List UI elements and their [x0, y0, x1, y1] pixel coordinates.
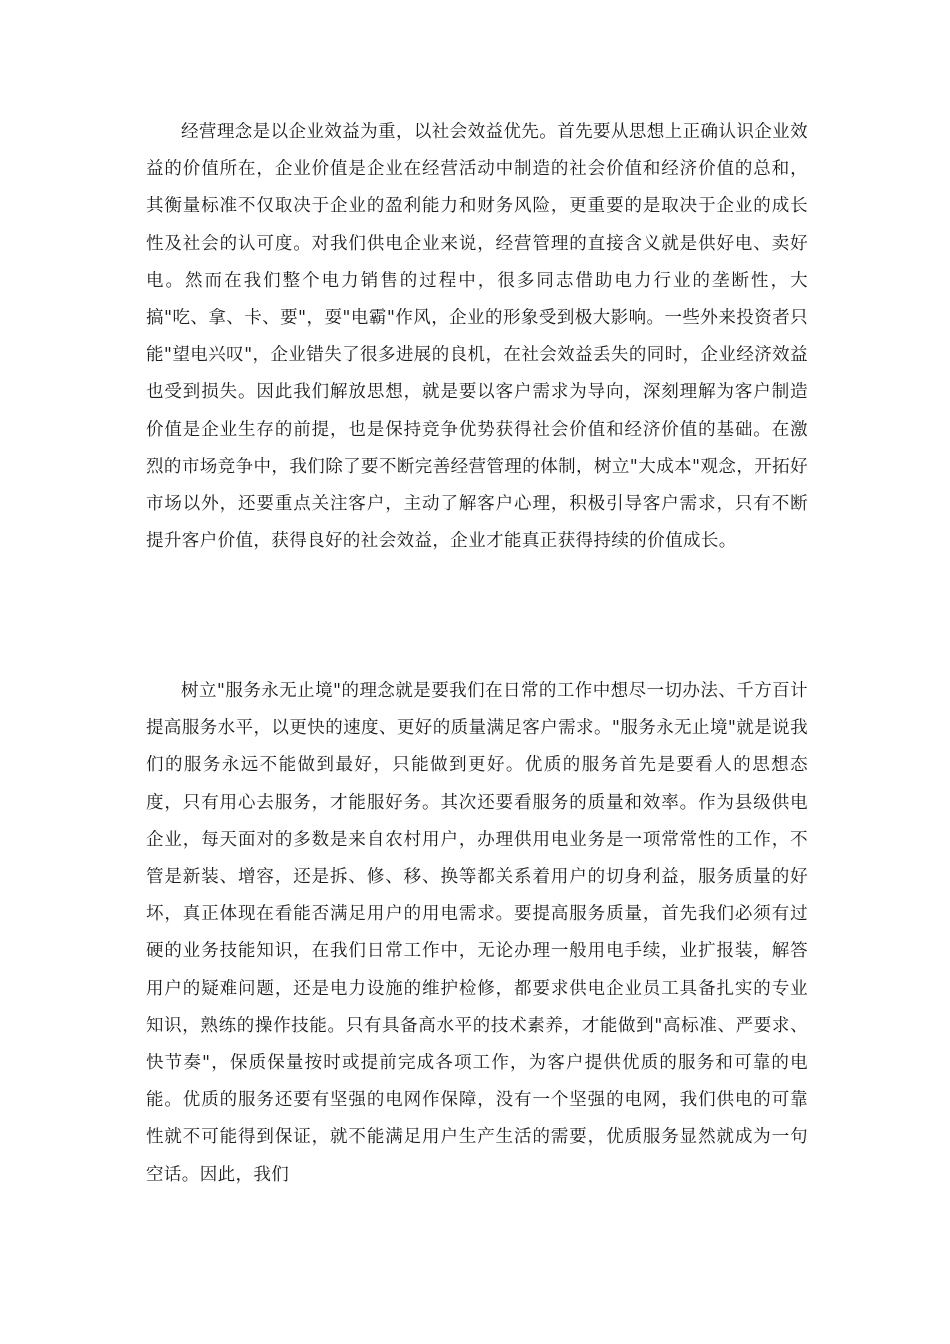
paragraph-service-philosophy: 树立"服务永无止境"的理念就是要我们在日常的工作中想尽一切办法、千方百计提高服务水平，以更快的速度、更好的质量满足客户需求。"服务永无止境"就是说我们的服务永远不能做到最好，只能做到更好。优质的服务首先是要看人的思想态度，只有用心去服务，才能服好务。其次还要看服务的质量和效率。作为县级供电企业，每天面对的多数是来自农村用户，办理供用电业务是一项常常性的工作，不管是新装、增容，还是拆、修、移、换等都关系着用户的切身利益，服务质量的好坏，真正体现在看能否满足用户的用电需求。要提高服务质量，首先我们必须有过硬的业务技能知识，在我们日常工作中，无论办理一般用电手续，业扩报装，解答用户的疑难问题，还是电力设施的维护检修，都要求供电企业员工具备扎实的专业知识，熟练的操作技能。只有具备高水平的技术素养，才能做到"高标准、严要求、快节奏"，保质保量按时或提前完成各项工作，为客户提供优质的服务和可靠的电能。优质的服务还要有坚强的电网作保障，没有一个坚强的电网，我们供电的可靠性就不可能得到保证，就不能满足用户生产生活的需要，优质服务显然就成为一句空话。因此，我们 [146, 681, 808, 1185]
paragraph-business-philosophy: 经营理念是以企业效益为重，以社会效益优先。首先要从思想上正确认识企业效益的价值所在，企业价值是企业在经营活动中制造的社会价值和经济价值的总和，其衡量标准不仅取决于企业的盈利能力和财务风险，更重要的是取决于企业的成长性及社会的认可度。对我们供电企业来说，经营管理的直接含义就是供好电、卖好电。然而在我们整个电力销售的过程中，很多同志借助电力行业的垄断性，大搞"吃、拿、卡、要"，耍"电霸"作风，企业的形象受到极大影响。一些外来投资者只能"望电兴叹"，企业错失了很多进展的良机，在社会效益丢失的同时，企业经济效益也受到损失。因此我们解放思想，就是要以客户需求为导向，深刻理解为客户制造价值是企业生存的前提，也是保持竞争优势获得社会价值和经济价值的基础。在激烈的市场竞争中，我们除了要不断完善经营管理的体制，树立"大成本"观念，开拓好市场以外，还要重点关注客户，主动了解客户心理，积极引导客户需求，只有不断提升客户价值，获得良好的社会效益，企业才能真正获得持续的价值成长。 [146, 122, 808, 552]
